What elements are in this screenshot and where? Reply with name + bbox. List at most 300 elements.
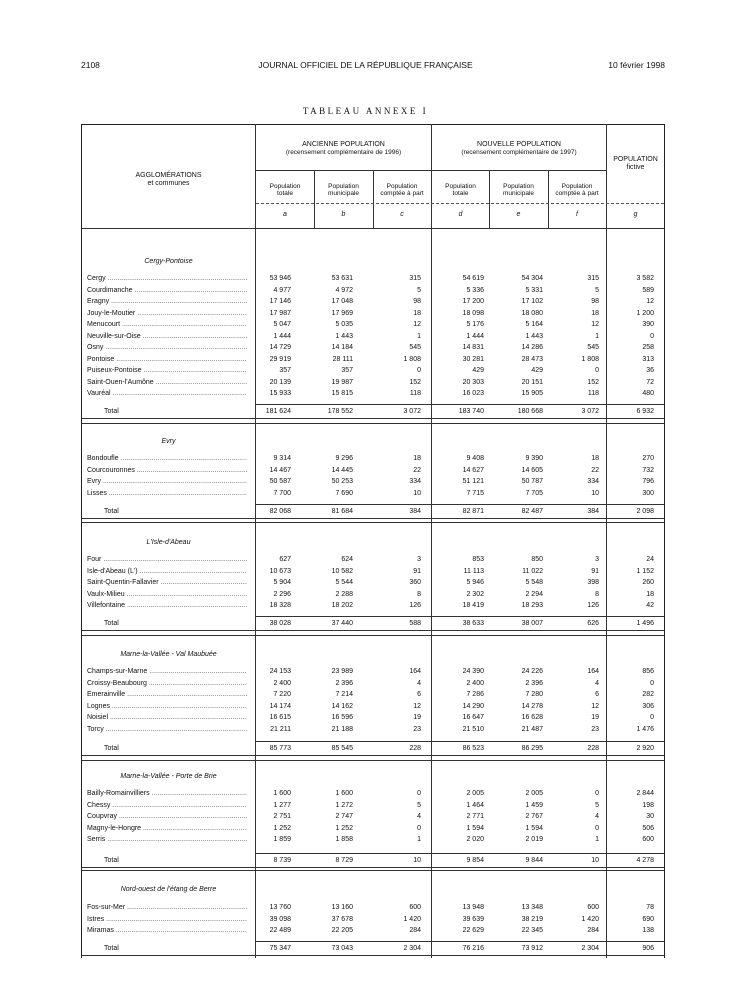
cell-value: 1 444 [466,332,484,340]
cell-value: 5 [595,801,599,809]
total-row [87,406,663,418]
cell-value: 334 [587,478,599,485]
cell-value: 313 [642,355,654,363]
cell-value: 19 [591,714,599,721]
total-value: 384 [587,508,599,515]
sub-header-municipale: Population [328,183,359,190]
cell-value: 0 [417,367,421,374]
cell-value: 8 [417,590,421,598]
total-row [87,506,663,518]
commune-name: Serris ..... [87,834,247,846]
cell-value: 5 331 [525,286,543,294]
table-row [87,319,663,331]
cell-value: 18 202 [331,602,353,609]
cell-value: 600 [642,836,654,843]
cell-value: 260 [642,579,654,586]
section-separator [82,635,664,636]
cell-value: 357 [341,367,353,374]
section-title: Nord-ouest de l'étang de Berre [120,886,217,893]
cell-value: 138 [642,927,654,934]
cell-value: 334 [409,478,421,485]
table-row [87,476,663,488]
commune-name: Vauréal ..... [87,388,247,400]
total-row [87,743,663,755]
cell-value: 429 [531,367,543,374]
cell-value: 2 844 [636,790,654,797]
cell-value: 18 328 [269,602,291,609]
cell-value: 22 629 [462,927,484,934]
cell-value: 2 294 [525,590,543,598]
cell-value: 1 476 [636,725,654,733]
total-value: 82 068 [269,508,291,515]
cell-value: 2 400 [466,679,484,687]
cell-value: 30 281 [462,355,484,363]
cell-value: 5 047 [273,321,291,328]
total-value: 228 [587,745,599,752]
total-value: 9 854 [466,857,484,864]
table-title: TABLEAU ANNEXE I [302,106,429,116]
commune-name: Courdimanche ..... [87,285,247,297]
table-row [87,925,663,937]
cell-value: 0 [595,824,599,832]
cell-value: 164 [409,668,421,675]
header-ancienne-sub: (recensement complémentaire de 1996) [285,149,402,156]
total-value: 178 552 [327,408,353,415]
column-letter: g [633,211,638,218]
total-value: 37 440 [331,620,353,627]
cell-value: 12 [413,702,421,710]
section-title: Cergy-Pontoise [144,258,193,265]
cell-value: 6 [595,691,599,698]
cell-value: 315 [587,275,599,282]
table-row [87,342,663,354]
cell-value: 18 080 [521,309,543,317]
cell-value: 1 277 [273,801,291,809]
cell-value: 5 946 [466,579,484,586]
cell-value: 545 [587,344,599,351]
total-value: 183 740 [458,408,484,415]
total-value: 85 773 [269,745,291,752]
total-value: 4 278 [636,857,654,864]
cell-value: 16 023 [462,390,484,397]
commune-name: Villefontaine ..... [87,600,247,612]
cell-value: 20 303 [462,378,484,386]
cell-value: 0 [417,824,421,832]
cell-value: 24 153 [269,668,291,675]
header-rule [256,170,606,171]
table-row [87,273,663,285]
total-value: 588 [409,620,421,627]
cell-value: 18 [646,590,654,598]
cell-value: 5 336 [466,286,484,294]
total-value: 10 [413,857,421,864]
sub-header-totale-new: Population [445,183,476,190]
cell-value: 13 760 [269,904,291,911]
cell-value: 20 151 [521,378,543,386]
cell-value: 3 [595,556,599,563]
cell-value: 2 771 [466,813,484,820]
commune-name: Four ..... [87,554,247,566]
table-row [87,589,663,601]
cell-value: 0 [650,332,654,340]
cell-value: 22 [591,466,599,474]
cell-value: 13 160 [331,904,353,911]
column-letter: c [400,211,404,218]
total-value: 2 304 [403,945,421,952]
total-value: 180 668 [517,408,543,415]
cell-value: 38 219 [521,915,543,923]
cell-value: 690 [642,915,654,923]
total-value: 76 216 [462,945,484,952]
cell-value: 22 345 [521,927,543,934]
cell-value: 10 582 [331,567,353,575]
total-value: 8 739 [273,857,291,864]
table-row [87,488,663,500]
cell-value: 164 [587,668,599,675]
total-value: 38 633 [462,620,484,627]
cell-value: 11 022 [522,567,543,575]
cell-value: 7 280 [525,691,543,698]
cell-value: 5 176 [466,321,484,328]
commune-name: Puiseux-Pontoise ..... [87,365,247,377]
cell-value: 5 904 [273,579,291,586]
cell-value: 5 035 [335,321,353,328]
cell-value: 15 933 [269,390,291,397]
commune-name: Jouy-le-Moutier ..... [87,308,247,320]
column-letter: e [516,211,521,218]
table-row [87,724,663,736]
cell-value: 1 444 [273,332,291,340]
cell-value: 22 489 [269,927,291,934]
cell-value: 21 188 [331,725,353,733]
cell-value: 2 747 [335,813,353,820]
table-row [87,811,663,823]
table-row [87,566,663,578]
total-value: 2 920 [636,745,654,752]
cell-value: 28 111 [332,355,353,363]
table-row [87,577,663,589]
total-rule [82,518,664,519]
total-value: 85 545 [331,745,353,752]
page-number: 2108 [81,60,100,70]
total-rule [82,630,664,631]
total-value: 8 729 [335,857,353,864]
cell-value: 1 [595,836,599,843]
cell-value: 14 290 [462,702,484,710]
cell-value: 5 [417,286,421,294]
commune-name: Magny-le-Hongre ..... [87,823,247,835]
table-row [87,388,663,400]
cell-value: 16 628 [521,714,543,721]
cell-value: 14 278 [521,702,543,710]
cell-value: 0 [595,790,599,797]
commune-name: Champs-sur-Marne ..... [87,666,247,678]
cell-value: 14 286 [521,344,543,351]
table-row [87,678,663,690]
cell-value: 14 627 [462,466,484,474]
commune-name: Isle-d'Abeau (L') ..... [87,566,247,578]
cell-value: 1 808 [403,355,421,363]
table-row [87,902,663,914]
cell-value: 0 [650,679,654,687]
cell-value: 2 767 [525,813,543,820]
total-label: Total [104,408,119,415]
cell-value: 1 443 [525,332,543,340]
cell-value: 14 831 [462,344,484,351]
table-row [87,331,663,343]
cell-value: 14 467 [269,466,291,474]
cell-value: 18 293 [521,602,543,609]
section-title: L'Isle-d'Abeau [146,539,191,546]
total-value: 228 [409,745,421,752]
cell-value: 152 [587,378,599,386]
cell-value: 2 400 [273,679,291,687]
total-label: Total [104,745,119,752]
table-row [87,800,663,812]
cell-value: 2 302 [466,590,484,598]
cell-value: 1 459 [525,801,543,809]
cell-value: 4 [417,813,421,820]
section-separator [82,522,664,523]
cell-value: 18 [591,309,599,317]
cell-value: 7 715 [466,489,484,497]
cell-value: 19 987 [331,378,353,386]
cell-value: 51 121 [462,478,484,485]
cell-value: 506 [642,824,654,832]
total-rule [82,867,664,868]
total-value: 82 487 [521,508,543,515]
journal-title: JOURNAL OFFICIEL DE LA RÉPUBLIQUE FRANÇAISE [258,60,473,70]
cell-value: 258 [642,344,654,351]
table-row [87,689,663,701]
total-value: 6 932 [636,408,654,415]
cell-value: 14 605 [521,466,543,474]
cell-value: 2 019 [525,836,543,843]
cell-value: 9 408 [466,455,484,462]
cell-value: 7 700 [273,489,291,497]
cell-value: 2 005 [525,790,543,797]
sub-header-municipale-new: Population [503,183,534,190]
cell-value: 24 390 [462,668,484,675]
cell-value: 9 314 [273,455,291,462]
cell-value: 23 [591,725,599,733]
cell-value: 22 205 [331,927,353,934]
cell-value: 390 [642,321,654,328]
cell-value: 5 [595,286,599,294]
cell-value: 17 102 [521,298,543,305]
commune-name: Cergy ..... [87,273,247,285]
cell-value: 22 [413,466,421,474]
table-row [87,285,663,297]
cell-value: 2 005 [466,790,484,797]
cell-value: 91 [413,567,421,575]
commune-name: Lognes ..... [87,701,247,713]
total-value: 9 844 [525,857,543,864]
total-value: 38 028 [269,620,291,627]
cell-value: 1 594 [466,824,484,832]
cell-value: 12 [413,321,421,328]
subtotal-rule [256,853,664,854]
cell-value: 39 639 [462,915,484,923]
cell-value: 284 [587,927,599,934]
cell-value: 856 [642,668,654,675]
letters-rule [256,203,664,204]
header-nouvelle: NOUVELLE POPULATION [477,141,561,148]
table-row [87,788,663,800]
cell-value: 1 594 [525,824,543,832]
cell-value: 37 678 [331,915,353,923]
cell-value: 360 [409,579,421,586]
cell-value: 1 443 [335,332,353,340]
cell-value: 270 [642,455,654,462]
cell-value: 13 948 [462,904,484,911]
cell-value: 11 113 [463,567,484,575]
total-value: 384 [409,508,421,515]
cell-value: 2 396 [525,679,543,687]
cell-value: 429 [472,367,484,374]
cell-value: 10 [591,489,599,497]
table-row [87,834,663,846]
cell-value: 23 989 [331,668,353,675]
sub-header-municipale-new-2: municipale [502,190,535,197]
cell-value: 2 396 [335,679,353,687]
commune-name: Emerainville ..... [87,689,247,701]
cell-value: 4 972 [335,286,353,294]
header-ancienne: ANCIENNE POPULATION [302,141,385,148]
cell-value: 13 348 [521,904,543,911]
total-value: 3 072 [403,408,421,415]
subtotal-rule [256,941,664,942]
cell-value: 300 [642,489,654,497]
total-rule [82,418,664,419]
total-value: 1 496 [636,620,654,627]
cell-value: 98 [413,298,421,305]
cell-value: 2 020 [466,836,484,843]
cell-value: 1 200 [636,309,654,317]
cell-value: 54 619 [462,275,484,282]
cell-value: 1 420 [403,915,421,923]
cell-value: 600 [587,904,599,911]
cell-value: 4 977 [273,286,291,294]
header-agglomerations-sub: et communes [147,180,190,187]
commune-name: Istres ..... [87,914,247,926]
cell-value: 53 946 [269,275,291,282]
cell-value: 7 690 [335,489,353,497]
total-rule [82,955,664,956]
commune-name: Osny ..... [87,342,247,354]
cell-value: 198 [642,801,654,809]
commune-name: Courcouronnes ..... [87,465,247,477]
cell-value: 126 [587,602,599,609]
cell-value: 1 600 [335,790,353,797]
cell-value: 18 419 [462,602,484,609]
cell-value: 29 919 [269,355,291,363]
column-letter: f [576,211,578,218]
commune-name: Croissy-Beaubourg ..... [87,678,247,690]
cell-value: 7 286 [466,691,484,698]
table-row [87,465,663,477]
cell-value: 1 859 [273,836,291,843]
subtotal-rule [256,404,664,405]
cell-value: 7 214 [335,691,353,698]
cell-value: 36 [646,367,654,374]
header-nouvelle-sub: (recensement complémentaire de 1997) [461,149,577,156]
total-value: 906 [642,945,654,952]
total-value: 10 [591,857,599,864]
sub-header-comptee: Population [386,183,418,190]
cell-value: 10 [413,489,421,497]
column-letter: a [283,211,287,218]
cell-value: 17 969 [331,309,353,317]
cell-value: 20 139 [269,378,291,386]
cell-value: 1 600 [273,790,291,797]
cell-value: 1 272 [335,801,353,809]
commune-name: Vaulx-Milieu ..... [87,589,247,601]
table-row [87,308,663,320]
cell-value: 18 [591,455,599,462]
cell-value: 12 [591,321,599,328]
cell-value: 0 [417,790,421,797]
commune-name: Bondoufle ..... [87,453,247,465]
cell-value: 118 [409,390,421,397]
cell-value: 17 987 [269,309,291,317]
cell-value: 28 473 [521,355,543,363]
commune-name: Miramas ..... [87,925,247,937]
table-row [87,296,663,308]
column-letter: b [341,211,346,218]
cell-value: 1 252 [273,824,291,832]
sub-header-totale-2: totale [277,190,293,197]
table-row [87,554,663,566]
cell-value: 12 [646,298,654,305]
commune-name: Eragny ..... [87,296,247,308]
header-fictive: POPULATION [613,156,658,163]
cell-value: 18 [413,455,421,462]
cell-value: 3 [417,556,421,563]
cell-value: 5 [417,801,421,809]
cell-value: 14 174 [269,702,291,710]
commune-name: Neuville-sur-Oise ..... [87,331,247,343]
section-title: Marne-la-Vallée - Porte de Brie [120,773,217,780]
cell-value: 1 252 [335,824,353,832]
column-letter: d [458,211,463,218]
cell-value: 24 [646,556,654,563]
sub-header-comptee-new-2: comptée à part [555,190,599,197]
cell-value: 2 751 [273,813,291,820]
cell-value: 1 858 [335,836,353,843]
cell-value: 589 [642,286,654,294]
total-value: 2 098 [636,508,654,515]
cell-value: 1 420 [581,915,599,923]
cell-value: 306 [642,702,654,710]
commune-name: Chessy ..... [87,800,247,812]
cell-value: 18 098 [462,309,484,317]
cell-value: 152 [409,378,421,386]
total-value: 86 523 [462,745,484,752]
total-value: 3 072 [581,408,599,415]
commune-name: Saint-Quentin-Fallavier ..... [87,577,247,589]
total-value: 81 684 [331,508,353,515]
cell-value: 17 048 [331,298,353,305]
cell-value: 16 596 [331,714,353,721]
table-row [87,354,663,366]
cell-value: 15 905 [521,390,543,397]
cell-value: 21 510 [462,725,484,733]
total-rule [82,755,664,756]
table-row [87,600,663,612]
cell-value: 14 445 [331,466,353,474]
cell-value: 624 [341,556,353,563]
